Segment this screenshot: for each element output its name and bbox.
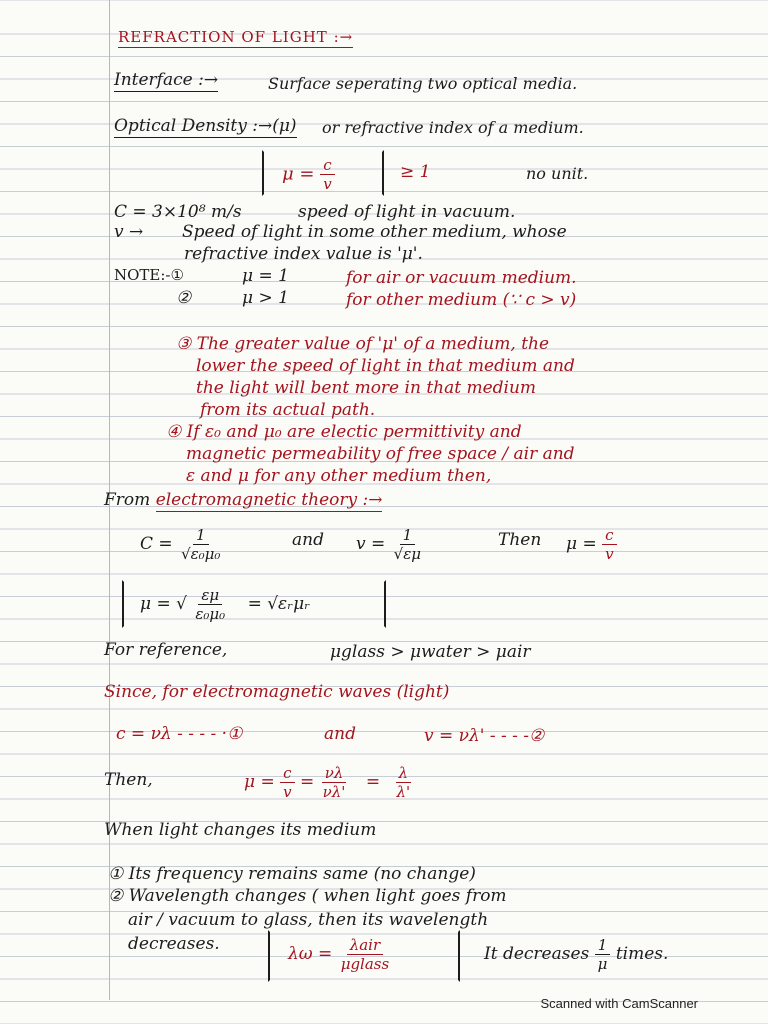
scanner-watermark: Scanned with CamScanner: [540, 996, 698, 1011]
formula-em-den: ε₀μ₀: [195, 605, 226, 623]
formula-mu2-den: v: [605, 545, 614, 563]
note2-text: for other medium (∵ c > v): [346, 290, 577, 310]
em-theory-prefix: From: [104, 490, 151, 510]
formula-v-num: 1: [400, 526, 416, 545]
formula-and: and: [292, 530, 324, 550]
formula-mu2-lhs: μ =: [566, 534, 597, 554]
decrease-text: [484, 936, 668, 973]
decrease-tail: It decreases: [484, 944, 590, 964]
em-theory-label: electromagnetic theory :→: [155, 490, 383, 510]
then-f1-num: c: [280, 764, 294, 783]
formula-mu-lhs: μ =: [282, 163, 315, 185]
note1-formula: μ = 1: [242, 266, 289, 286]
wavelength-fraction: [338, 936, 393, 973]
point3-line1: ③ The greater value of 'μ' of a medium, the: [176, 334, 550, 354]
wavelength-den: μglass: [340, 955, 390, 973]
note1-text: for air or vacuum medium.: [346, 268, 577, 288]
formula-mu2: [566, 526, 617, 563]
formula-v-lhs: v =: [356, 534, 386, 554]
formula-em: [140, 586, 310, 623]
v-definition-cont: refractive index value is 'μ'.: [184, 244, 423, 264]
decrease-den: μ: [597, 955, 608, 973]
formula-v: [356, 526, 424, 563]
decrease-end: times.: [615, 944, 669, 964]
decrease-num: 1: [595, 936, 611, 955]
change-line2: ② Wavelength changes ( when light goes from: [108, 886, 507, 906]
formula-em-fraction: [192, 586, 228, 623]
em-theory-heading: [104, 490, 382, 510]
formula-v-fraction: [391, 526, 424, 563]
wavelength-lhs: λω =: [288, 944, 333, 964]
interface-label: [114, 70, 218, 90]
point3-line3: the light will bent more in that medium: [196, 378, 537, 398]
since-text: Since, for electromagnetic waves (light): [104, 682, 450, 702]
formula-mu-unit: no unit.: [526, 164, 589, 183]
formula-v-den: √εμ: [393, 545, 422, 563]
then-f3-num: λ: [396, 764, 412, 783]
formula-mu: [282, 156, 335, 193]
reference-text: μglass > μwater > μair: [330, 642, 531, 662]
formula-em-num: εμ: [198, 586, 222, 605]
note-label: NOTE:-①: [114, 266, 184, 284]
formula-mu2-fraction: [602, 526, 616, 563]
formula-mu-num: c: [320, 156, 334, 175]
change-line1: ① Its frequency remains same (no change): [108, 864, 476, 884]
change-line4: decreases.: [128, 934, 220, 954]
v-symbol: v →: [114, 222, 144, 242]
then-f3-den: λ': [396, 783, 411, 801]
formula-mu-ge: ≥ 1: [400, 162, 431, 182]
formula-c-den: √ε₀μ₀: [181, 545, 221, 563]
formula-c-lhs: C =: [140, 534, 173, 554]
note2-number: ②: [176, 288, 192, 308]
then-f1-den: v: [283, 783, 292, 801]
formula-mu-fraction: [320, 156, 334, 193]
formula-mu2-num: c: [602, 526, 616, 545]
wavelength-num: λair: [347, 936, 383, 955]
formula-c: [140, 526, 223, 563]
point3-line2: lower the speed of light in that medium and: [196, 356, 575, 376]
then-frac1: [280, 764, 294, 801]
change-line3: air / vacuum to glass, then its wavelength: [128, 910, 489, 930]
formula-c-fraction: [178, 526, 223, 563]
formula-em-lhs: μ = √: [140, 594, 187, 614]
formula-then: Then: [498, 530, 542, 550]
then-lhs: μ =: [244, 772, 275, 792]
then-frac2: [320, 764, 349, 801]
optical-density-label-text: Optical Density :→(μ): [114, 116, 297, 136]
c-definition: speed of light in vacuum.: [298, 202, 516, 222]
point4-line1: ④ If ε₀ and μ₀ are electic permittivity and: [166, 422, 522, 442]
then-label: Then,: [104, 770, 153, 790]
point4-line3: ε and μ for any other medium then,: [186, 466, 492, 486]
decrease-fraction: [595, 936, 611, 973]
then-formula: μ = $\frac{c}{v}$ = $\frac{\nu\lambda}{\nu\lambda'}$ = $\frac{\lambda}{\lambda'}$: [244, 764, 413, 801]
wave-eq1: c = νλ - - - - ·①: [116, 724, 243, 744]
point4-line2: magnetic permeability of free space / air and: [186, 444, 575, 464]
then-f2-den: νλ': [322, 783, 346, 801]
optical-density-label: [114, 116, 297, 136]
reference-label: For reference,: [104, 640, 228, 660]
optical-density-definition: or refractive index of a medium.: [322, 118, 584, 137]
wave-eq2: v = νλ' - - - -②: [424, 726, 545, 746]
point3-line4: from its actual path.: [200, 400, 376, 420]
page-title: REFRACTION OF LIGHT :→: [118, 28, 354, 46]
medium-change-text: When light changes its medium: [104, 820, 377, 840]
note2-formula: μ > 1: [242, 288, 289, 308]
then-f2-num: νλ: [322, 764, 347, 783]
formula-mu-den: v: [323, 175, 332, 193]
interface-label-text: Interface :→: [114, 70, 219, 90]
then-frac3: [393, 764, 413, 801]
formula-em-rhs: = √εᵣμᵣ: [247, 594, 311, 614]
formula-c-num: 1: [193, 526, 209, 545]
wave-and: and: [324, 724, 356, 744]
wavelength-formula: [288, 936, 392, 973]
interface-definition: Surface seperating two optical media.: [268, 74, 578, 93]
v-definition: Speed of light in some other medium, whose: [182, 222, 567, 242]
c-symbol: C = 3×10⁸ m/s: [114, 202, 242, 222]
